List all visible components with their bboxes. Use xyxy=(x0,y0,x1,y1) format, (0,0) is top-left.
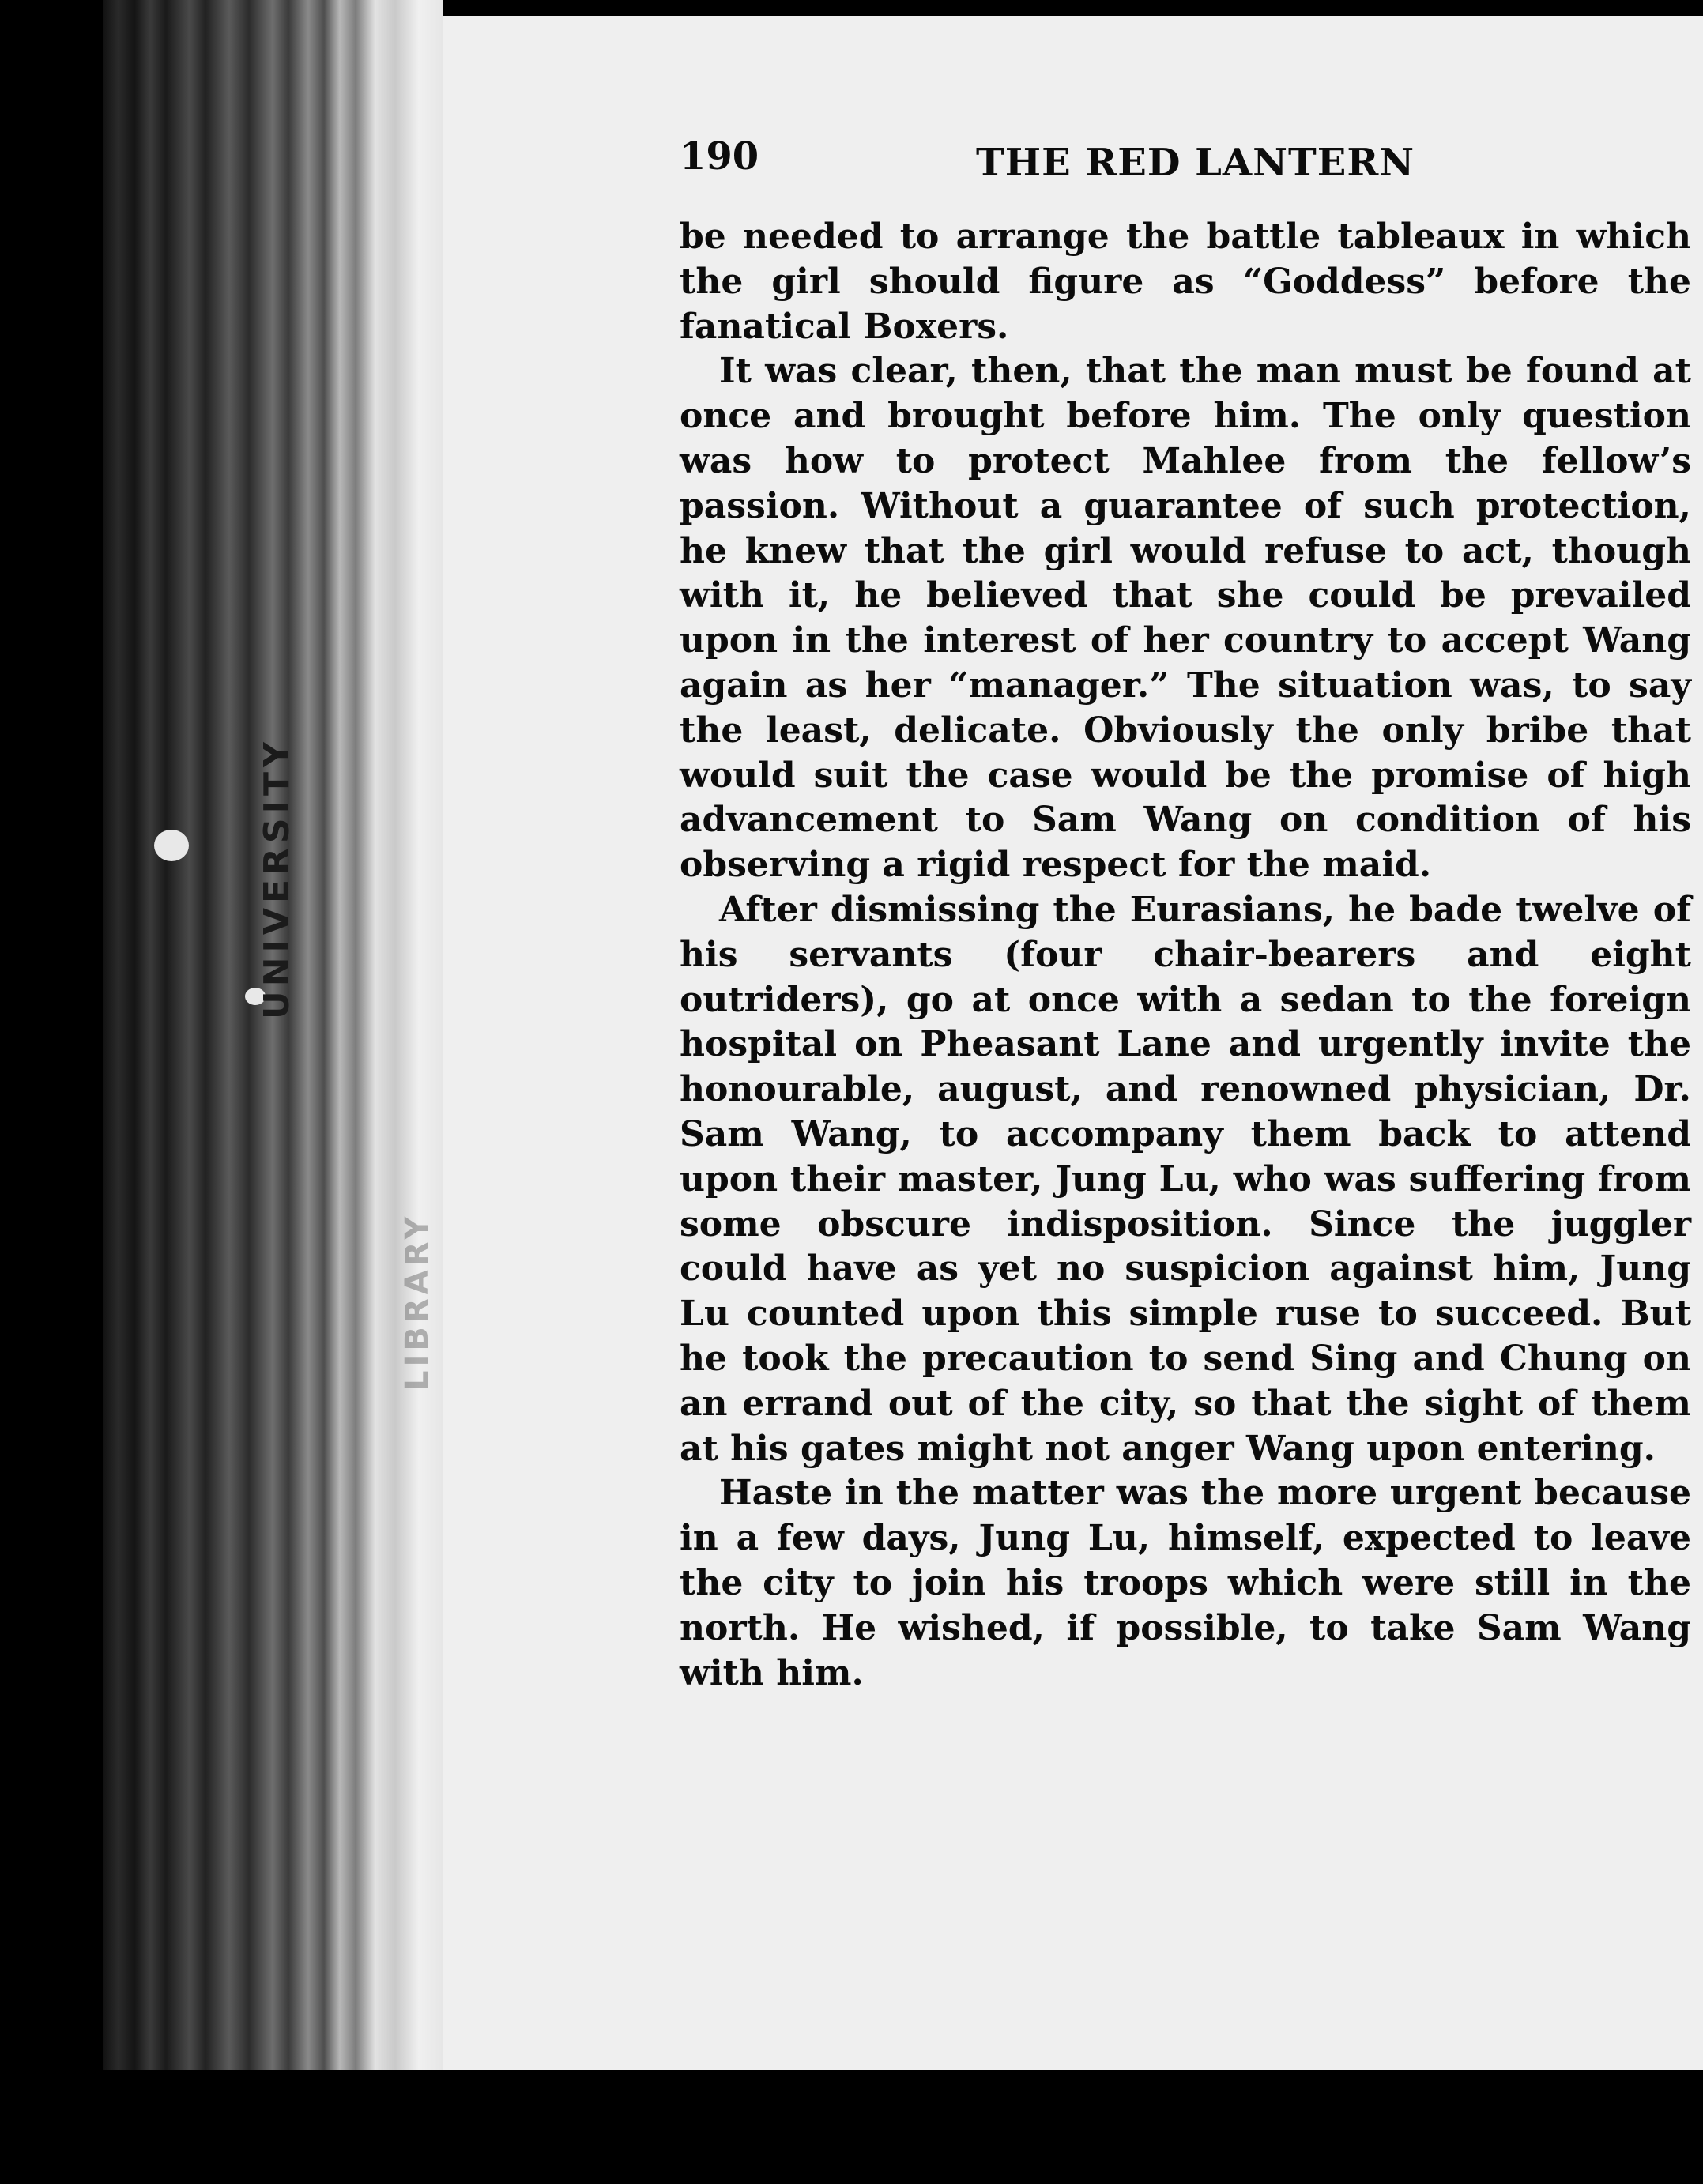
library-stamp: UNIVERSITY xyxy=(257,737,297,1019)
book-page xyxy=(443,16,1703,2070)
paper-speck xyxy=(154,830,189,861)
page-number: 190 xyxy=(680,134,759,179)
book-spine xyxy=(103,0,443,2070)
paragraph: After dismissing the Eurasians, he bade twelve of his servants (four chair-bearers and eight outriders), go at once with a sedan to the foreign hospital on Pheasant Lane and urgently invite the honourable, august, and renowned physician, Dr. Sam Wang, to accompany them back to attend upon their master, Jung Lu, who was suffering from some obscure indisposition. Since the juggler could have as yet no suspicion against him, Jung Lu counted upon this simple ruse to succeed. But he took the precaution to send Sing and Chung on an errand out of the city, so that the sight of them at his gates might not anger Wang upon entering. xyxy=(680,889,1691,1469)
running-head xyxy=(680,134,1691,198)
page-content xyxy=(680,134,1691,1696)
running-title: THE RED LANTERN xyxy=(976,141,1415,185)
paragraph: be needed to arrange the battle tableaux in which the girl should figure as “Goddess” before the fanatical Boxers. xyxy=(680,217,1691,347)
paragraph: Haste in the matter was the more urgent because in a few days, Jung Lu, himself, expected to leave the city to join his troops which were still in the north. He wished, if possible, to take Sam Wang with him. xyxy=(680,1473,1691,1693)
library-stamp-faint: LIBRARY xyxy=(399,1212,435,1391)
paragraph: It was clear, then, that the man must be found at once and brought before him. The only question was how to protect Mahlee from the fellow’s passion. Without a guarantee of such protection, he knew that the girl would refuse to act, though with it, he believed that she could be prevailed upon in the interest of her country to accept Wang again as her “manager.” The situation was, to say the least, delicate. Obviously the only bribe that would suit the case would be the promise of high advancement to Sam Wang on condition of his observing a rigid respect for the maid. xyxy=(680,351,1691,886)
body-text xyxy=(680,215,1691,1696)
